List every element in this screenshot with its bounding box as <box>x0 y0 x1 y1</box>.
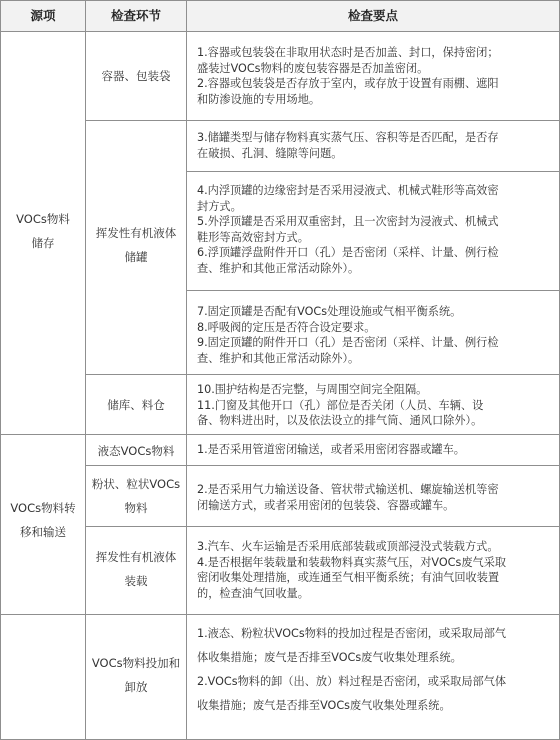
source-storage-line1: VOCs物料 <box>16 212 70 226</box>
header-stage: 检查环节 <box>110 8 161 23</box>
point-line: 盛装过VOCs物料的废包装容器是否加盖密闭。 <box>197 61 429 75</box>
point-line: 封方式。 <box>197 199 242 213</box>
row-divider <box>0 614 560 615</box>
stage-tanks-line2: 储罐 <box>124 250 148 264</box>
point-line: 闭输送方式，或者采用密闭的包装袋、容器或罐车。 <box>197 498 455 512</box>
point-line: 密闭收集处理措施，或连通至气相平衡系统；有油气回收装置 <box>197 571 500 584</box>
point-line: 7.固定顶罐是否配有VOCs处理设施或气相平衡系统。 <box>197 305 462 318</box>
stage-powder-line2: 物料 <box>124 501 148 515</box>
point-line: 2.容器或包装袋是否存放于室内，或存放于设置有雨棚、遮阳 <box>197 77 499 90</box>
table-border-left <box>0 0 1 740</box>
stage-tanks-line1: 挥发性有机液体 <box>95 226 177 240</box>
point-line: 3.储罐类型与储存物料真实蒸气压、容积等是否匹配，是否存 <box>197 131 499 144</box>
stage-tanks <box>86 221 186 269</box>
points-feeding <box>197 622 555 718</box>
points-tanks-1 <box>197 130 555 161</box>
row-divider <box>0 0 560 1</box>
point-line: 9.固定顶罐的附件开口（孔）是否密闭（采样、计量、例行检 <box>197 336 499 349</box>
point-line: 和防渗设施的专用场地。 <box>197 92 321 106</box>
point-line: 体收集措施；废气是否排至VOCs废气收集处理系统。 <box>197 651 462 664</box>
point-line: 3.汽车、火车运输是否采用底部装载或顶部浸没式装载方式。 <box>197 540 499 553</box>
column-divider <box>186 0 187 740</box>
source-transfer-line2: 移和输送 <box>20 525 66 539</box>
stage-feeding <box>86 651 186 699</box>
point-line: 4.是否根据年装载量和装载物料真实蒸气压，对VOCs废气采取 <box>197 555 507 569</box>
points-powder <box>197 482 555 513</box>
header-source: 源项 <box>30 8 56 23</box>
header-points: 检查要点 <box>347 8 398 23</box>
point-line: 11.门窗及其他开口（孔）部位是否关闭（人员、车辆、设 <box>197 398 484 412</box>
row-divider <box>186 290 560 291</box>
stage-feeding-line2: 卸放 <box>124 680 148 694</box>
stage-powder <box>86 472 186 520</box>
point-line: 1.液态、粉粒状VOCs物料的投加过程是否密闭，或采取局部气 <box>197 627 507 640</box>
point-line: 在破损、孔洞、缝隙等问题。 <box>197 146 343 160</box>
stage-loading-line2: 装载 <box>124 574 148 588</box>
row-divider <box>0 434 560 435</box>
stage-powder-line1: 粉状、粒状VOCs <box>91 477 181 491</box>
point-line: 收集措施；废气是否排至VOCs废气收集处理系统。 <box>197 699 451 712</box>
points-containers <box>197 45 555 107</box>
point-line: 的，检查油气回收量。 <box>197 586 309 600</box>
points-tanks-3 <box>197 304 555 366</box>
row-divider <box>85 374 560 375</box>
row-divider <box>186 171 560 172</box>
point-line: 鞋形等高效密封方式。 <box>197 230 309 244</box>
point-line: 备、物料进出时，以及依法设立的排气筒、通风口除外）。 <box>197 414 483 427</box>
stage-loading-line1: 挥发性有机液体 <box>95 550 177 564</box>
point-line: 10.围护结构是否完整，与周围空间完全阻隔。 <box>197 383 428 396</box>
row-divider <box>85 465 560 466</box>
points-liquid <box>197 442 555 458</box>
source-storage-line2: 储存 <box>31 236 55 250</box>
row-divider <box>85 120 560 121</box>
row-divider <box>85 526 560 527</box>
point-line: 6.浮顶罐浮盘附件开口（孔）是否密闭（采样、计量、例行检 <box>197 246 499 259</box>
column-divider <box>85 0 86 740</box>
point-line: 2.是否采用气力输送设备、管状带式输送机、螺旋输送机等密 <box>197 483 499 496</box>
point-line: 1.容器或包装袋在非取用状态时是否加盖、封口，保持密闭； <box>197 46 499 59</box>
stage-loading <box>86 545 186 593</box>
points-warehouse <box>197 382 555 429</box>
source-transfer-line1: VOCs物料转 <box>10 501 76 515</box>
point-line: 查、维护和其他正常活动除外）。 <box>197 261 360 275</box>
row-divider <box>0 31 560 32</box>
point-line: 查、维护和其他正常活动除外）。 <box>197 351 360 365</box>
point-line: 5.外浮顶罐是否采用双重密封，且一次密封为浸液式、机械式 <box>197 215 499 228</box>
stage-liquid: 液态VOCs物料 <box>97 444 175 458</box>
source-transfer <box>1 496 85 544</box>
point-line: 4.内浮顶罐的边缘密封是否采用浸液式、机械式鞋形等高效密 <box>197 184 499 197</box>
stage-feeding-line1: VOCs物料投加和 <box>91 656 181 670</box>
source-storage <box>1 207 85 255</box>
point-line: 8.呼吸阀的定压是否符合设定要求。 <box>197 320 376 334</box>
point-line: 1.是否采用管道密闭输送，或者采用密闭容器或罐车。 <box>197 443 465 456</box>
stage-containers: 容器、包装袋 <box>101 69 171 83</box>
point-line: 2.VOCs物料的卸（出、放）料过程是否密闭，或采取局部气体 <box>197 675 507 688</box>
points-tanks-2 <box>197 183 555 276</box>
points-loading <box>197 539 555 601</box>
stage-warehouse: 储库、料仓 <box>107 398 165 412</box>
